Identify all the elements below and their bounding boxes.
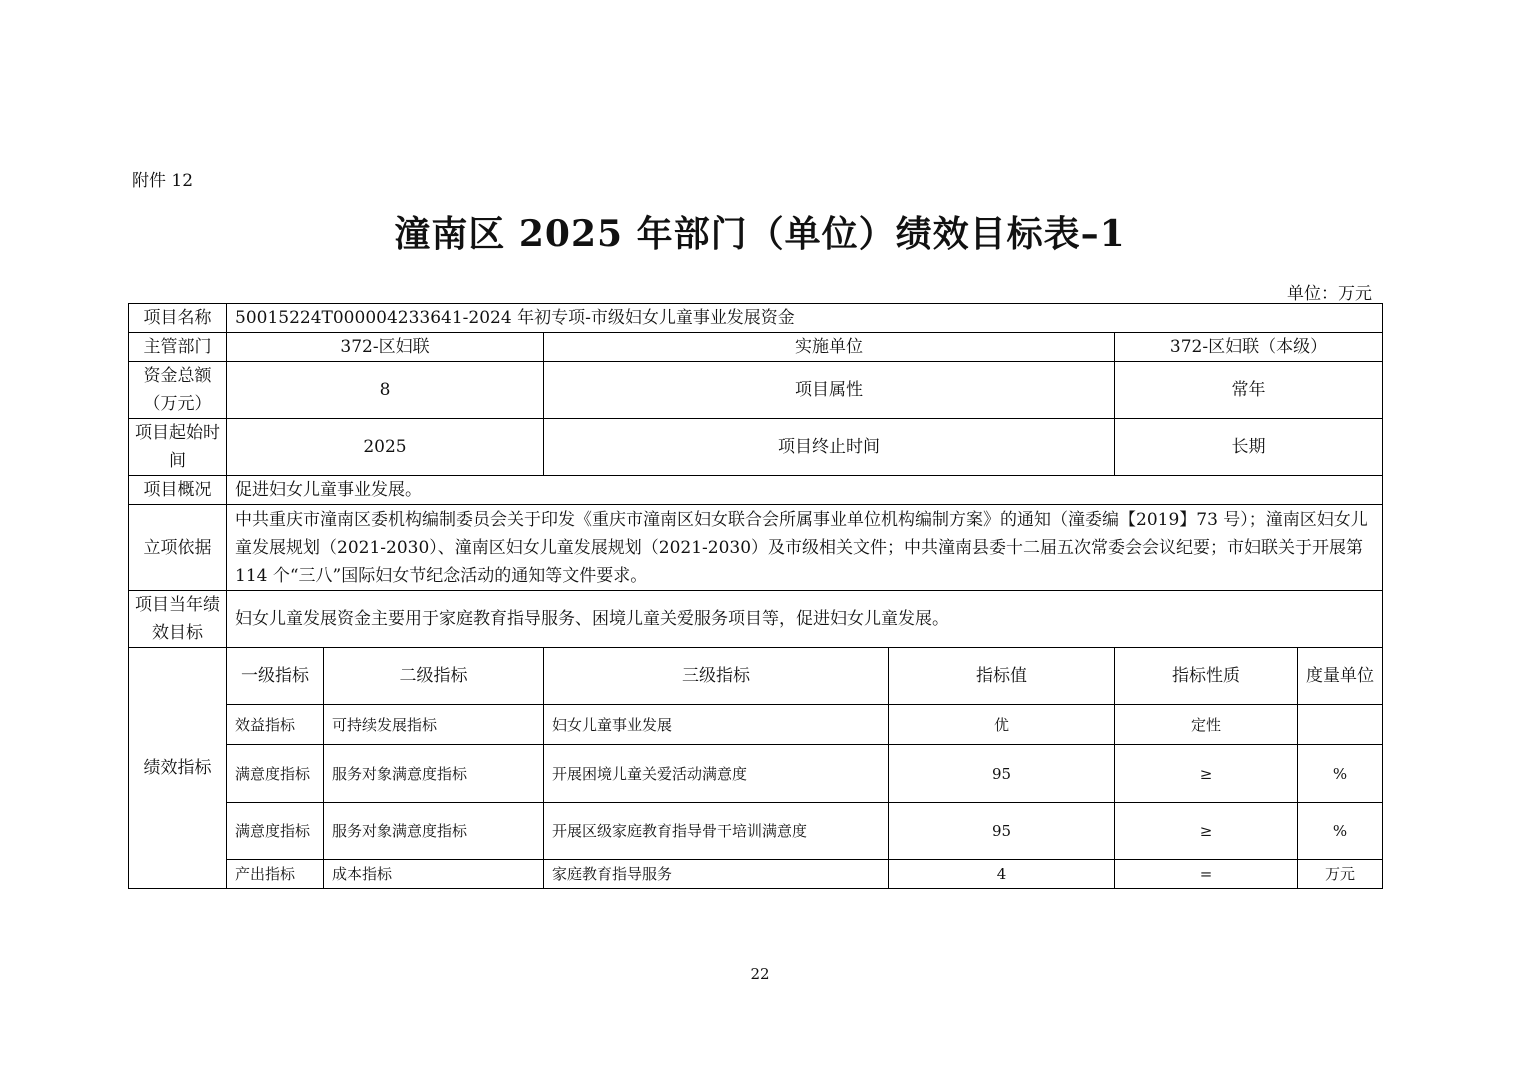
goal-value: 妇女儿童发展资金主要用于家庭教育指导服务、困境儿童关爱服务项目等，促进妇女儿童发展。: [227, 591, 1383, 648]
impl-label: 实施单位: [544, 333, 1115, 362]
goal-label: 项目当年绩效目标: [129, 591, 227, 648]
indicator-nature: 定性: [1115, 705, 1298, 745]
indicator-l3: 开展区级家庭教育指导骨干培训满意度: [544, 803, 889, 860]
overview-label: 项目概况: [129, 476, 227, 505]
indicator-l1: 效益指标: [227, 705, 324, 745]
indicator-l2: 服务对象满意度指标: [324, 803, 544, 860]
basis-value: 中共重庆市潼南区委机构编制委员会关于印发《重庆市潼南区妇女联合会所属事业单位机构编制方案》的通知（潼委编【2019】73 号）；潼南区妇女儿童发展规划（2021-2030）、潼南区妇女儿童发展规划（2021-2030）及市级相关文件；中共潼南县委十二届五次常委会会议纪要；市妇联关于开展第 114 个“三八”国际妇女节纪念活动的通知等文件要求。: [227, 505, 1383, 591]
impl-value: 372-区妇联（本级）: [1115, 333, 1383, 362]
indicator-unit: %: [1298, 745, 1383, 803]
indicator-l1: 满意度指标: [227, 745, 324, 803]
indicator-l1: 满意度指标: [227, 803, 324, 860]
project-name-value: 50015224T000004233641-2024 年初专项-市级妇女儿童事业发展资金: [227, 304, 1383, 333]
dept-label: 主管部门: [129, 333, 227, 362]
header-unit: 度量单位: [1298, 648, 1383, 705]
attr-label: 项目属性: [544, 362, 1115, 419]
indicator-unit: 万元: [1298, 860, 1383, 889]
dept-value: 372-区妇联: [227, 333, 544, 362]
project-name-label: 项目名称: [129, 304, 227, 333]
header-l1: 一级指标: [227, 648, 324, 705]
performance-table: [128, 303, 1383, 889]
indicator-unit: %: [1298, 803, 1383, 860]
indicator-l2: 服务对象满意度指标: [324, 745, 544, 803]
indicator-value: 优: [889, 705, 1115, 745]
table-row: [129, 705, 1383, 745]
attachment-label: 附件 12: [132, 171, 194, 191]
overview-value: 促进妇女儿童事业发展。: [227, 476, 1383, 505]
table-row: [129, 745, 1383, 803]
table-row: [129, 860, 1383, 889]
indicator-l1: 产出指标: [227, 860, 324, 889]
indicator-nature: ≥: [1115, 803, 1298, 860]
fund-label: 资金总额（万元）: [129, 362, 227, 419]
header-value: 指标值: [889, 648, 1115, 705]
basis-label: 立项依据: [129, 505, 227, 591]
indicator-value: 4: [889, 860, 1115, 889]
header-l3: 三级指标: [544, 648, 889, 705]
start-value: 2025: [227, 419, 544, 476]
unit-label: 单位：万元: [1287, 284, 1372, 304]
indicator-l2: 可持续发展指标: [324, 705, 544, 745]
indicator-l3: 家庭教育指导服务: [544, 860, 889, 889]
header-l2: 二级指标: [324, 648, 544, 705]
table-row: [129, 803, 1383, 860]
indicator-nature: ≥: [1115, 745, 1298, 803]
indicator-l3: 妇女儿童事业发展: [544, 705, 889, 745]
start-label: 项目起始时间: [129, 419, 227, 476]
indicator-value: 95: [889, 803, 1115, 860]
end-value: 长期: [1115, 419, 1383, 476]
indicator-unit: [1298, 705, 1383, 745]
page-number: 22: [750, 965, 770, 983]
attr-value: 常年: [1115, 362, 1383, 419]
page-title: 潼南区 2025 年部门（单位）绩效目标表–1: [394, 213, 1126, 255]
indicator-value: 95: [889, 745, 1115, 803]
header-nature: 指标性质: [1115, 648, 1298, 705]
indicator-l3: 开展困境儿童关爱活动满意度: [544, 745, 889, 803]
indicator-nature: =: [1115, 860, 1298, 889]
end-label: 项目终止时间: [544, 419, 1115, 476]
fund-value: 8: [227, 362, 544, 419]
indicators-label: 绩效指标: [129, 648, 227, 889]
indicator-l2: 成本指标: [324, 860, 544, 889]
